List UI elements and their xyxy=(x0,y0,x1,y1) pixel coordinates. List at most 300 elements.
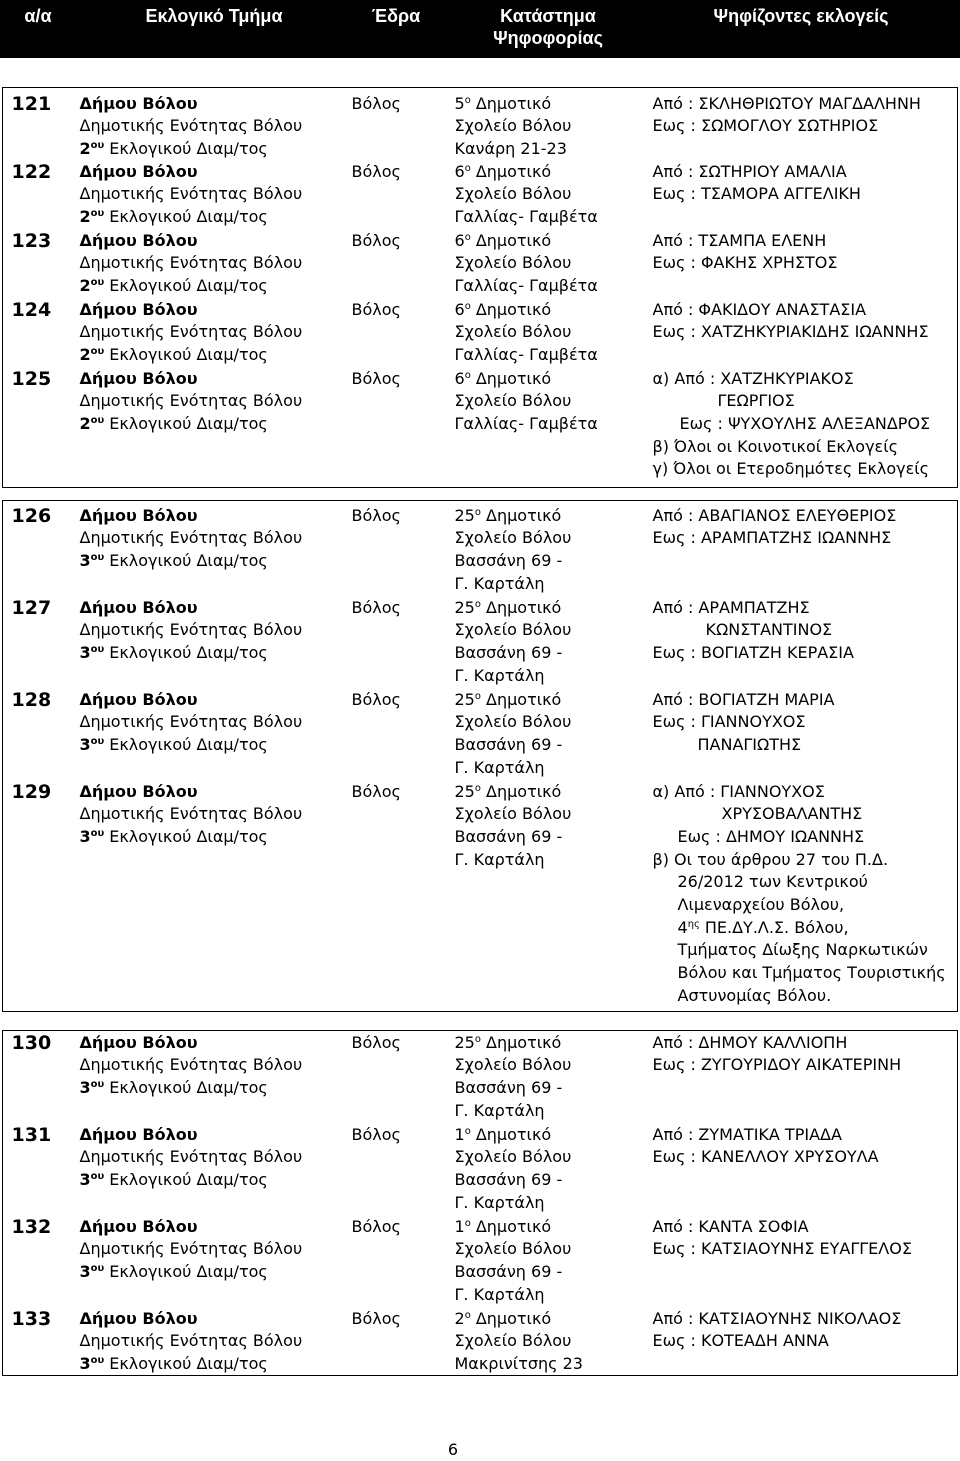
polling-station-cell xyxy=(455,161,598,229)
district-line-number: 3 xyxy=(79,1261,91,1281)
address-line: Γ. Καρτάλη xyxy=(454,849,545,869)
municipality-name: Δήμου Βόλου xyxy=(79,597,198,617)
polling-station-cell xyxy=(455,689,572,780)
district-line-suffix: ου xyxy=(90,1354,105,1366)
electoral-section-cell xyxy=(80,1308,303,1376)
voters-cell xyxy=(653,299,929,344)
district-line-text: Εκλογικού Διαμ/τος xyxy=(104,344,268,364)
municipality-name: Δήμου Βόλου xyxy=(79,1032,198,1052)
district-line-number: 3 xyxy=(79,550,91,570)
municipality-name: Δήμου Βόλου xyxy=(79,781,198,801)
voters-line: Εως : ΖΥΓΟΥΡΙΔΟΥ ΑΙΚΑΤΕΡΙΝΗ xyxy=(652,1055,902,1075)
school-line-suffix: ο xyxy=(464,1309,471,1321)
seat-name: Βόλος xyxy=(351,689,401,709)
district-line-text: Εκλογικού Διαμ/τος xyxy=(104,413,268,433)
serial-number-cell xyxy=(12,781,52,804)
table-section xyxy=(2,87,958,488)
voters-cell xyxy=(653,1308,902,1353)
voters-line: Από : ΑΒΑΓΙΑΝΟΣ ΕΛΕΥΘΕΡΙΟΣ xyxy=(652,505,897,525)
seat-cell xyxy=(352,781,401,804)
district-line xyxy=(80,1077,303,1100)
voters-line: Εως : ΣΩΜΟΓΛΟΥ ΣΩΤΗΡΙΟΣ xyxy=(652,116,879,136)
district-line xyxy=(80,344,303,367)
district-line-suffix: ου xyxy=(90,414,105,426)
seat-cell xyxy=(352,597,401,620)
voters-line: ΠΑΝΑΓΙΩΤΗΣ xyxy=(697,734,802,754)
voters-line: Αστυνομίας Βόλου. xyxy=(677,985,832,1005)
school-line-text: Δημοτικό xyxy=(470,368,552,388)
serial-number-cell xyxy=(12,161,52,184)
school-line-number: 25 xyxy=(454,597,475,617)
school-line xyxy=(455,597,572,620)
seat-name: Βόλος xyxy=(351,161,401,181)
serial-number-cell xyxy=(12,1308,52,1331)
district-line xyxy=(80,1353,303,1376)
serial-number-cell xyxy=(12,93,52,116)
school-name: Σχολείο Βόλου xyxy=(454,620,572,640)
municipal-unit: Δημοτικής Ενότητας Βόλου xyxy=(79,620,303,640)
address-line: Βασσάνη 69 - xyxy=(454,1261,563,1281)
municipality-name: Δήμου Βόλου xyxy=(79,93,198,113)
school-name: Σχολείο Βόλου xyxy=(454,1147,572,1167)
serial-number-cell xyxy=(12,689,52,712)
seat-name: Βόλος xyxy=(351,1032,401,1052)
municipality-name: Δήμου Βόλου xyxy=(79,1124,198,1144)
seat-cell xyxy=(352,505,401,528)
serial-number: 124 xyxy=(11,298,52,321)
district-line-number: 2 xyxy=(79,206,91,226)
seat-cell xyxy=(352,93,401,116)
school-line-number: 6 xyxy=(454,230,465,250)
school-line-suffix: ο xyxy=(474,506,481,518)
municipality-name: Δήμου Βόλου xyxy=(79,299,198,319)
school-name: Σχολείο Βόλου xyxy=(454,1055,572,1075)
district-line xyxy=(80,413,303,436)
voters-line: Εως : ΑΡΑΜΠΑΤΖΗΣ ΙΩΑΝΝΗΣ xyxy=(652,528,892,548)
serial-number: 121 xyxy=(11,92,52,115)
school-line xyxy=(455,93,572,116)
school-line-number: 1 xyxy=(454,1216,465,1236)
district-line-number: 2 xyxy=(79,413,91,433)
serial-number: 129 xyxy=(11,780,52,803)
voters-line: Από : ΣΩΤΗΡΙΟΥ ΑΜΑΛΙΑ xyxy=(652,161,847,181)
school-line-number: 2 xyxy=(454,1308,465,1328)
district-line xyxy=(80,1261,303,1284)
school-line xyxy=(455,299,598,322)
school-line xyxy=(455,1032,572,1055)
electoral-section-cell xyxy=(80,161,303,229)
district-line-text: Εκλογικού Διαμ/τος xyxy=(104,138,268,158)
municipal-unit: Δημοτικής Ενότητας Βόλου xyxy=(79,1147,303,1167)
district-line-suffix: ου xyxy=(90,643,105,655)
polling-station-cell xyxy=(455,1124,572,1215)
electoral-section-cell xyxy=(80,230,303,298)
district-line-text: Εκλογικού Διαμ/τος xyxy=(104,1353,268,1373)
seat-cell xyxy=(352,1216,401,1239)
voters-line: Από : ΖΥΜΑΤΙΚΑ ΤΡΙΑΔΑ xyxy=(652,1124,842,1144)
district-line-text: Εκλογικού Διαμ/τος xyxy=(104,1261,268,1281)
school-line xyxy=(455,161,598,184)
school-line-text: Δημοτικό xyxy=(470,1216,552,1236)
municipality-name: Δήμου Βόλου xyxy=(79,1308,198,1328)
seat-name: Βόλος xyxy=(351,1124,401,1144)
address-line: Βασσάνη 69 - xyxy=(454,642,563,662)
district-line xyxy=(80,550,303,573)
serial-number-cell xyxy=(12,1216,52,1239)
seat-cell xyxy=(352,368,401,391)
school-name: Σχολείο Βόλου xyxy=(454,712,572,732)
school-line xyxy=(455,505,572,528)
serial-number: 132 xyxy=(11,1215,52,1238)
school-line xyxy=(455,1216,572,1239)
voters-line: Από : ΦΑΚΙΔΟΥ ΑΝΑΣΤΑΣΙΑ xyxy=(652,299,867,319)
voters-cell xyxy=(653,230,838,275)
district-line-text: Εκλογικού Διαμ/τος xyxy=(104,642,268,662)
school-line-text: Δημοτικό xyxy=(480,1032,562,1052)
district-line-text: Εκλογικού Διαμ/τος xyxy=(104,206,268,226)
district-line-suffix: ου xyxy=(90,1078,105,1090)
serial-number: 130 xyxy=(11,1031,52,1054)
polling-station-cell xyxy=(455,505,572,596)
school-line-number: 25 xyxy=(454,689,475,709)
seat-name: Βόλος xyxy=(351,781,401,801)
header-seat: Έδρα xyxy=(371,6,421,26)
header-electoral-section: Εκλογικό Τμήμα xyxy=(145,6,283,26)
serial-number-cell xyxy=(12,505,52,528)
district-line-number: 3 xyxy=(79,1077,91,1097)
address-line: Γαλλίας- Γαμβέτα xyxy=(454,275,598,295)
school-line-suffix: ο xyxy=(474,1033,481,1045)
serial-number: 123 xyxy=(11,229,52,252)
school-line-suffix: ο xyxy=(474,782,481,794)
school-line-text: Δημοτικό xyxy=(470,93,552,113)
district-line-text: Εκλογικού Διαμ/τος xyxy=(104,275,268,295)
voters-cell xyxy=(653,597,854,665)
municipal-unit: Δημοτικής Ενότητας Βόλου xyxy=(79,322,303,342)
address-line: Βασσάνη 69 - xyxy=(454,550,563,570)
voters-line: Εως : ΨΥΧΟΥΛΗΣ ΑΛΕΞΑΝΔΡΟΣ xyxy=(679,413,931,433)
voters-line: Λιμεναρχείου Βόλου, xyxy=(677,894,845,914)
school-line xyxy=(455,1124,572,1147)
voters-line-number: 4 xyxy=(677,917,688,937)
serial-number-cell xyxy=(12,597,52,620)
address-line: Γαλλίας- Γαμβέτα xyxy=(454,206,598,226)
school-line-text: Δημοτικό xyxy=(480,689,562,709)
electoral-section-cell xyxy=(80,93,303,161)
address-line: Γ. Καρτάλη xyxy=(454,1192,545,1212)
seat-name: Βόλος xyxy=(351,1308,401,1328)
address-line: Γ. Καρτάλη xyxy=(454,757,545,777)
school-line-suffix: ο xyxy=(474,690,481,702)
school-line-number: 6 xyxy=(454,161,465,181)
voters-line: Εως : ΚΑΤΣΙΑΟΥΝΗΣ ΕΥΑΓΓΕΛΟΣ xyxy=(652,1239,912,1259)
school-line-text: Δημοτικό xyxy=(470,299,552,319)
municipal-unit: Δημοτικής Ενότητας Βόλου xyxy=(79,528,303,548)
voters-line-text: ΠΕ.ΔΥ.Λ.Σ. Βόλου, xyxy=(699,917,849,937)
electoral-section-cell xyxy=(80,1216,303,1284)
district-line xyxy=(80,734,303,757)
voters-line: γ) Όλοι οι Ετεροδημότες Εκλογείς xyxy=(652,459,930,479)
municipal-unit: Δημοτικής Ενότητας Βόλου xyxy=(79,712,303,732)
district-line-text: Εκλογικού Διαμ/τος xyxy=(104,1169,268,1189)
school-line xyxy=(455,1308,583,1331)
serial-number: 133 xyxy=(11,1307,52,1330)
voters-line: Εως : ΚΟΤΕΑΔΗ ΑΝΝΑ xyxy=(652,1331,829,1351)
district-line-suffix: ου xyxy=(90,139,105,151)
table-header xyxy=(0,0,960,58)
address-line: Γαλλίας- Γαμβέτα xyxy=(454,413,598,433)
voters-cell xyxy=(653,781,946,1008)
serial-number-cell xyxy=(12,230,52,253)
municipal-unit: Δημοτικής Ενότητας Βόλου xyxy=(79,1055,303,1075)
municipality-name: Δήμου Βόλου xyxy=(79,505,198,525)
serial-number: 128 xyxy=(11,688,52,711)
serial-number-cell xyxy=(12,299,52,322)
district-line xyxy=(80,1169,303,1192)
school-line-number: 6 xyxy=(454,368,465,388)
seat-name: Βόλος xyxy=(351,1216,401,1236)
polling-station-cell xyxy=(455,1308,583,1376)
seat-cell xyxy=(352,689,401,712)
voters-cell xyxy=(653,1032,902,1077)
district-line-number: 3 xyxy=(79,734,91,754)
address-line: Γ. Καρτάλη xyxy=(454,1100,545,1120)
voters-line: β) Οι του άρθρου 27 του Π.Δ. xyxy=(652,849,889,869)
table-section xyxy=(2,500,958,1012)
district-line-number: 2 xyxy=(79,344,91,364)
municipal-unit: Δημοτικής Ενότητας Βόλου xyxy=(79,184,303,204)
municipal-unit: Δημοτικής Ενότητας Βόλου xyxy=(79,391,303,411)
school-line-text: Δημοτικό xyxy=(480,781,562,801)
district-line-number: 3 xyxy=(79,826,91,846)
seat-name: Βόλος xyxy=(351,230,401,250)
seat-cell xyxy=(352,299,401,322)
address-line: Γαλλίας- Γαμβέτα xyxy=(454,344,598,364)
school-line xyxy=(455,689,572,712)
voters-line: α) Από : ΓΙΑΝΝΟΥΧΟΣ xyxy=(652,781,825,801)
school-line-number: 5 xyxy=(454,93,465,113)
municipality-name: Δήμου Βόλου xyxy=(79,161,198,181)
address-line: Βασσάνη 69 - xyxy=(454,1077,563,1097)
school-name: Σχολείο Βόλου xyxy=(454,1331,572,1351)
district-line-number: 2 xyxy=(79,275,91,295)
seat-name: Βόλος xyxy=(351,597,401,617)
header-voters: Ψηφίζοντες εκλογείς xyxy=(713,6,889,26)
district-line-suffix: ου xyxy=(90,207,105,219)
voters-line: Εως : ΒΟΓΙΑΤΖΗ ΚΕΡΑΣΙΑ xyxy=(652,642,854,662)
voters-line: Εως : ΔΗΜΟΥ ΙΩΑΝΝΗΣ xyxy=(677,826,865,846)
serial-number: 126 xyxy=(11,504,52,527)
electoral-section-cell xyxy=(80,689,303,757)
voters-line: Από : ΔΗΜΟΥ ΚΑΛΛΙΟΠΗ xyxy=(652,1032,848,1052)
voters-line xyxy=(653,917,946,940)
address-line: Βασσάνη 69 - xyxy=(454,1169,563,1189)
polling-station-cell xyxy=(455,597,572,688)
address-line: Γ. Καρτάλη xyxy=(454,665,545,685)
district-line xyxy=(80,826,303,849)
address-line: Γ. Καρτάλη xyxy=(454,573,545,593)
seat-cell xyxy=(352,1124,401,1147)
school-line-text: Δημοτικό xyxy=(470,161,552,181)
serial-number-cell xyxy=(12,368,52,391)
serial-number-cell xyxy=(12,1124,52,1147)
school-line-suffix: ο xyxy=(474,598,481,610)
district-line-suffix: ου xyxy=(90,1170,105,1182)
district-line xyxy=(80,642,303,665)
school-line-number: 25 xyxy=(454,1032,475,1052)
district-line-text: Εκλογικού Διαμ/τος xyxy=(104,734,268,754)
school-line-suffix: ο xyxy=(464,162,471,174)
municipality-name: Δήμου Βόλου xyxy=(79,1216,198,1236)
municipality-name: Δήμου Βόλου xyxy=(79,689,198,709)
district-line-suffix: ου xyxy=(90,276,105,288)
school-name: Σχολείο Βόλου xyxy=(454,184,572,204)
page-number: 6 xyxy=(447,1440,459,1459)
school-line xyxy=(455,781,572,804)
seat-name: Βόλος xyxy=(351,93,401,113)
school-line-text: Δημοτικό xyxy=(480,505,562,525)
district-line-suffix: ου xyxy=(90,551,105,563)
school-line-text: Δημοτικό xyxy=(470,1124,552,1144)
voters-line: Βόλου και Τμήματος Τουριστικής xyxy=(677,963,946,982)
voters-line: ΧΡΥΣΟΒΑΛΑΝΤΗΣ xyxy=(721,804,863,824)
electoral-section-cell xyxy=(80,781,303,849)
district-line-number: 3 xyxy=(79,1169,91,1189)
school-line-suffix: ο xyxy=(464,1125,471,1137)
municipal-unit: Δημοτικής Ενότητας Βόλου xyxy=(79,116,303,136)
voters-line: Από : ΑΡΑΜΠΑΤΖΗΣ xyxy=(652,597,810,617)
voters-line: 26/2012 των Κεντρικού xyxy=(677,872,868,892)
district-line-text: Εκλογικού Διαμ/τος xyxy=(104,826,268,846)
electoral-section-cell xyxy=(80,299,303,367)
address-line: Γ. Καρτάλη xyxy=(454,1284,545,1304)
seat-name: Βόλος xyxy=(351,368,401,388)
school-line-text: Δημοτικό xyxy=(470,1308,552,1328)
voters-line: Εως : ΦΑΚΗΣ ΧΡΗΣΤΟΣ xyxy=(652,253,838,273)
seat-name: Βόλος xyxy=(351,505,401,525)
school-line-suffix: ο xyxy=(464,1217,471,1229)
municipal-unit: Δημοτικής Ενότητας Βόλου xyxy=(79,804,303,824)
municipality-name: Δήμου Βόλου xyxy=(79,230,198,250)
school-name: Σχολείο Βόλου xyxy=(454,322,572,342)
voters-line: Εως : ΤΣΑΜΟΡΑ ΑΓΓΕΛΙΚΗ xyxy=(652,184,861,204)
serial-number: 122 xyxy=(11,160,52,183)
voters-cell xyxy=(653,368,931,481)
school-line-suffix: ο xyxy=(464,231,471,243)
polling-station-cell xyxy=(455,230,598,298)
electoral-section-cell xyxy=(80,505,303,573)
voters-line: α) Από : ΧΑΤΖΗΚΥΡΙΑΚΟΣ xyxy=(652,368,854,388)
polling-station-cell xyxy=(455,299,598,367)
voters-cell xyxy=(653,1124,879,1169)
school-line-number: 25 xyxy=(454,781,475,801)
voters-line: Εως : ΓΙΑΝΝΟΥΧΟΣ xyxy=(652,712,806,732)
voters-line: Τμήματος Δίωξης Ναρκωτικών xyxy=(677,940,928,960)
header-polling-station: Κατάστημα Ψηφοφορίας xyxy=(493,6,603,48)
district-line-number: 2 xyxy=(79,138,91,158)
school-line-number: 25 xyxy=(454,505,475,525)
school-name: Σχολείο Βόλου xyxy=(454,116,572,136)
table-section xyxy=(2,1030,958,1376)
serial-number: 131 xyxy=(11,1123,52,1146)
district-line-text: Εκλογικού Διαμ/τος xyxy=(104,550,268,570)
serial-number: 127 xyxy=(11,596,52,619)
voters-line: Από : ΒΟΓΙΑΤΖΗ ΜΑΡΙΑ xyxy=(652,689,835,709)
school-name: Σχολείο Βόλου xyxy=(454,253,572,273)
school-line-number: 1 xyxy=(454,1124,465,1144)
voters-cell xyxy=(653,1216,912,1261)
district-line-text: Εκλογικού Διαμ/τος xyxy=(104,1077,268,1097)
electoral-section-cell xyxy=(80,597,303,665)
voters-line: β) Όλοι οι Κοινοτικοί Εκλογείς xyxy=(652,436,898,456)
municipal-unit: Δημοτικής Ενότητας Βόλου xyxy=(79,1239,303,1259)
electoral-section-cell xyxy=(80,1124,303,1192)
seat-cell xyxy=(352,161,401,184)
address-line: Κανάρη 21-23 xyxy=(454,138,567,158)
voters-line: ΚΩΝΣΤΑΝΤΙΝΟΣ xyxy=(705,620,833,640)
district-line-number: 3 xyxy=(79,1353,91,1373)
voters-cell xyxy=(653,689,835,757)
school-line-text: Δημοτικό xyxy=(470,230,552,250)
voters-cell xyxy=(653,505,897,550)
district-line-suffix: ου xyxy=(90,345,105,357)
voters-line: Από : ΚΑΝΤΑ ΣΟΦΙΑ xyxy=(652,1216,809,1236)
municipality-name: Δήμου Βόλου xyxy=(79,368,198,388)
voters-line: Από : ΤΣΑΜΠΑ ΕΛΕΝΗ xyxy=(652,230,827,250)
district-line xyxy=(80,138,303,161)
school-line xyxy=(455,368,598,391)
voters-cell xyxy=(653,93,921,138)
polling-station-cell xyxy=(455,368,598,436)
address-line: Μακρινίτσης 23 xyxy=(454,1353,583,1373)
voters-cell xyxy=(653,161,861,206)
voters-line: Εως : ΧΑΤΖΗΚΥΡΙΑΚΙΔΗΣ ΙΩΑΝΝΗΣ xyxy=(652,322,929,342)
district-line-suffix: ου xyxy=(90,735,105,747)
district-line xyxy=(80,275,303,298)
electoral-section-cell xyxy=(80,368,303,436)
seat-cell xyxy=(352,1032,401,1055)
voters-line: ΓΕΩΡΓΙΟΣ xyxy=(717,391,795,411)
polling-station-cell xyxy=(455,1032,572,1123)
address-line: Βασσάνη 69 - xyxy=(454,826,563,846)
school-line-suffix: ο xyxy=(464,300,471,312)
seat-cell xyxy=(352,230,401,253)
school-name: Σχολείο Βόλου xyxy=(454,391,572,411)
district-line xyxy=(80,206,303,229)
voters-line: Εως : ΚΑΝΕΛΛΟΥ ΧΡΥΣΟΥΛΑ xyxy=(652,1147,879,1167)
school-name: Σχολείο Βόλου xyxy=(454,804,572,824)
seat-cell xyxy=(352,1308,401,1331)
polling-station-cell xyxy=(455,93,572,161)
district-line-number: 3 xyxy=(79,642,91,662)
school-line-suffix: ο xyxy=(464,369,471,381)
header-serial-number: α/α xyxy=(24,6,52,26)
voters-line: Από : ΚΑΤΣΙΑΟΥΝΗΣ ΝΙΚΟΛΑΟΣ xyxy=(652,1308,902,1328)
municipal-unit: Δημοτικής Ενότητας Βόλου xyxy=(79,253,303,273)
school-line xyxy=(455,230,598,253)
seat-name: Βόλος xyxy=(351,299,401,319)
serial-number-cell xyxy=(12,1032,52,1055)
voters-line-suffix: ης xyxy=(687,918,700,930)
polling-station-cell xyxy=(455,781,572,872)
electoral-section-cell xyxy=(80,1032,303,1100)
address-line: Βασσάνη 69 - xyxy=(454,734,563,754)
district-line-suffix: ου xyxy=(90,827,105,839)
school-line-text: Δημοτικό xyxy=(480,597,562,617)
polling-station-cell xyxy=(455,1216,572,1307)
school-line-suffix: ο xyxy=(464,94,471,106)
school-name: Σχολείο Βόλου xyxy=(454,528,572,548)
